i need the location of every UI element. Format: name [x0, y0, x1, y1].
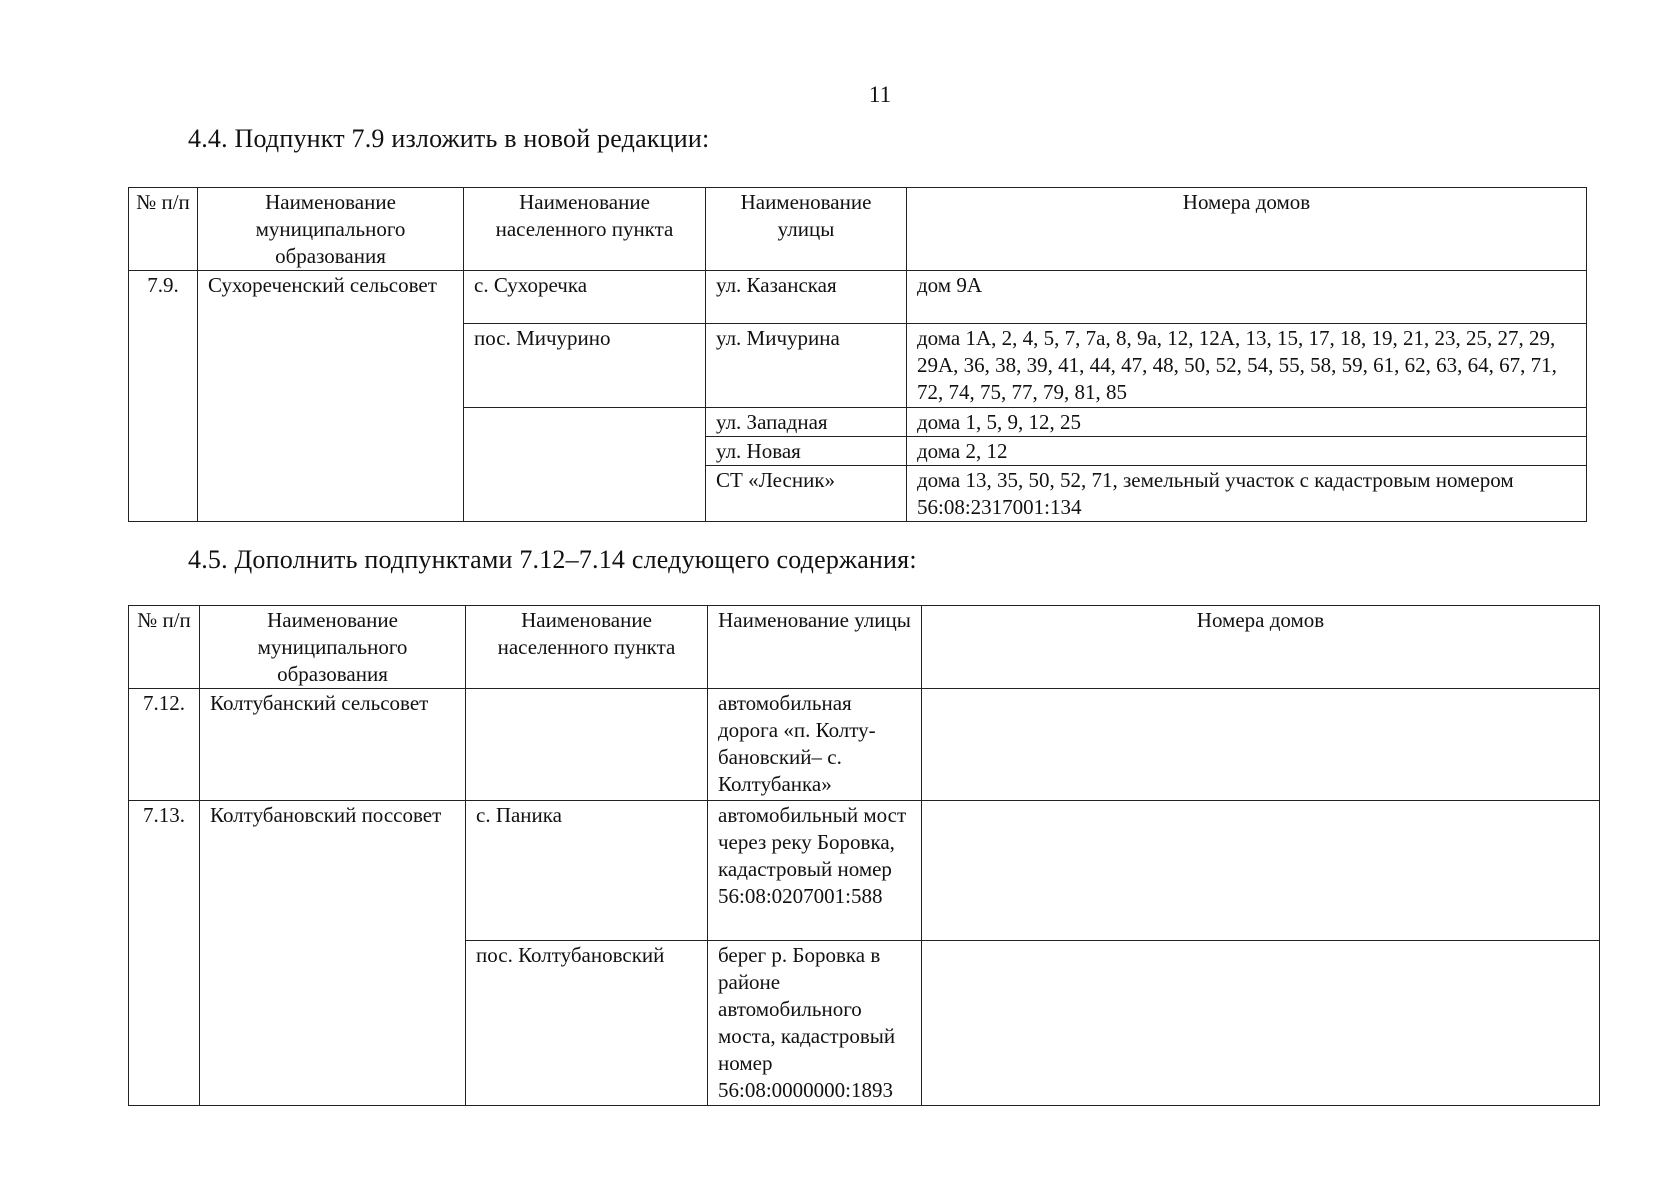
street-cell: ул. Новая: [706, 437, 907, 466]
street-cell: автомобильная дорога «п. Колту-бановский– с. Колтубанка»: [708, 689, 922, 801]
header-municipality: Наименование муниципального образования: [200, 606, 466, 689]
street-cell: СТ «Лесник»: [706, 466, 907, 522]
row-number: 7.9.: [129, 271, 198, 522]
header-num: № п/п: [129, 188, 198, 271]
table-row: [129, 801, 1600, 941]
street-cell: ул. Казанская: [706, 271, 907, 324]
houses-cell: [922, 941, 1600, 1106]
header-houses: Номера домов: [922, 606, 1600, 689]
locality-cell: пос. Мичурино: [464, 324, 706, 408]
page-number: 11: [868, 82, 892, 107]
houses-cell: дома 2, 12: [907, 437, 1587, 466]
municipality-cell: Колтубановский поссовет: [200, 801, 466, 1106]
table-row: [129, 689, 1600, 801]
houses-cell: [922, 689, 1600, 801]
locality-cell: с. Сухоречка: [464, 271, 706, 324]
locality-cell: пос. Колтубановский: [466, 941, 708, 1106]
row-number: 7.12.: [129, 689, 200, 801]
section-heading-4-5: 4.5. Дополнить подпунктами 7.12–7.14 следующего содержания:: [188, 545, 917, 574]
table-header-row: [129, 606, 1600, 689]
municipality-cell: Колтубанский сельсовет: [200, 689, 466, 801]
houses-cell: [922, 801, 1600, 941]
header-houses: Номера домов: [907, 188, 1587, 271]
header-municipality: Наименование муниципального образования: [198, 188, 464, 271]
header-locality: Наименование населенного пункта: [464, 188, 706, 271]
locality-cell: [466, 689, 708, 801]
streets-table-7-12-7-14: [128, 605, 1600, 1106]
header-num: № п/п: [129, 606, 200, 689]
header-street: Наименование улицы: [706, 188, 907, 271]
locality-cell: с. Паника: [466, 801, 708, 941]
municipality-cell: Сухореченский сельсовет: [198, 271, 464, 522]
table-row: [129, 271, 1587, 324]
street-cell: ул. Западная: [706, 408, 907, 437]
section-heading-4-4: 4.4. Подпункт 7.9 изложить в новой редакции:: [188, 124, 710, 153]
houses-cell: дома 13, 35, 50, 52, 71, земельный участок с кадастровым номером 56:08:2317001:134: [907, 466, 1587, 522]
streets-table-7-9: [128, 187, 1587, 522]
houses-cell: дома 1, 5, 9, 12, 25: [907, 408, 1587, 437]
header-street: Наименование улицы: [708, 606, 922, 689]
header-locality: Наименование населенного пункта: [466, 606, 708, 689]
table-header-row: [129, 188, 1587, 271]
houses-cell: дома 1А, 2, 4, 5, 7, 7а, 8, 9а, 12, 12А, 13, 15, 17, 18, 19, 21, 23, 25, 27, 29, 29А, 36, 38, 39, 41, 44, 47, 48, 50, 52, 54, 55, 58, 59, 61, 62, 63, 64, 67, 71, 72, 74, 75, 77, 79, 81, 85: [907, 324, 1587, 408]
street-cell: автомобильный мост через реку Боровка, кадастровый номер 56:08:0207001:588: [708, 801, 922, 941]
street-cell: ул. Мичурина: [706, 324, 907, 408]
row-number: 7.13.: [129, 801, 200, 1106]
street-cell: берег р. Боровка в районе автомобильного моста, кадастровый номер 56:08:0000000:1893: [708, 941, 922, 1106]
locality-cell: [464, 408, 706, 522]
houses-cell: дом 9А: [907, 271, 1587, 324]
